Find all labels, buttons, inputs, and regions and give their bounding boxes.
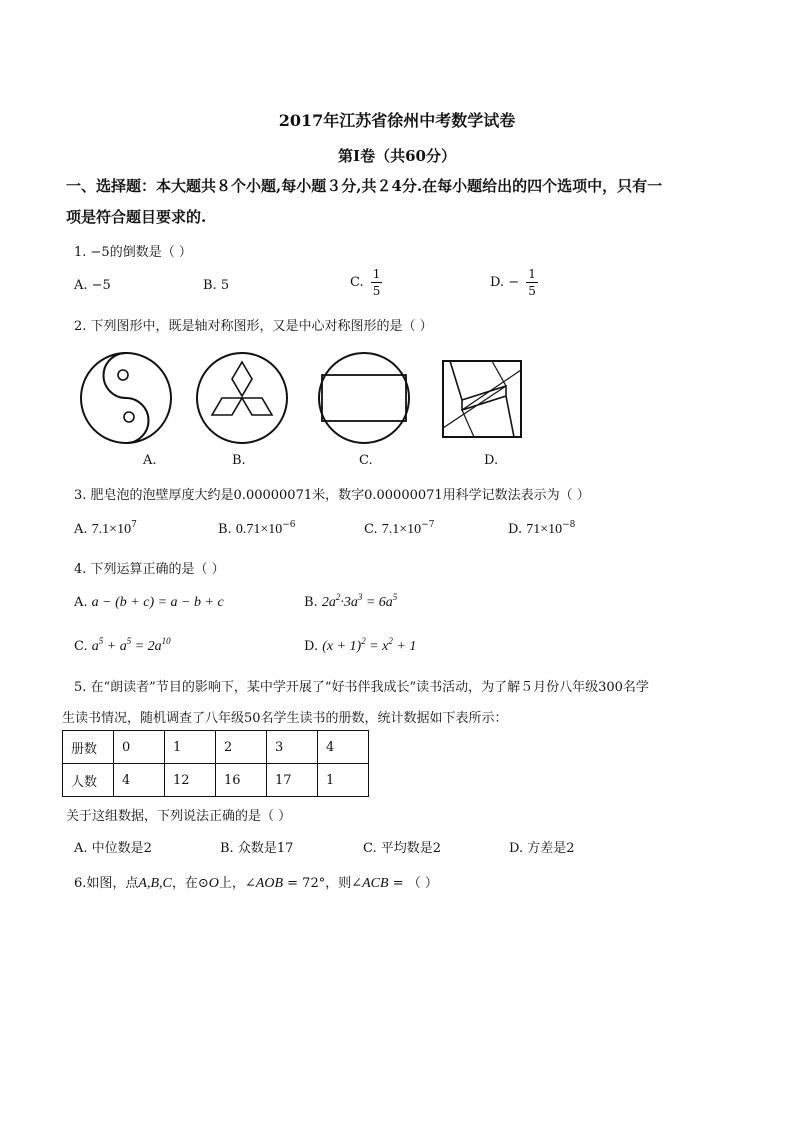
q2-label-c: C.: [359, 453, 373, 468]
question-3-stem: 3. 肥皂泡的泡壁厚度大约是0.00000071米，数字0.00000071用科学记数法表示为（ ）: [74, 488, 590, 503]
figure-c-rectangle-in-circle: [316, 350, 412, 446]
exponent: 10: [161, 636, 171, 646]
expr-part: ·3a: [340, 595, 358, 610]
option-label: D.: [508, 522, 523, 537]
expr-part: 2a: [321, 595, 336, 610]
option-label: A.: [74, 595, 88, 610]
option-exponent: −7: [421, 520, 435, 530]
table-cell: 4: [114, 764, 165, 797]
q5-option-d: D. 方差是2: [509, 841, 575, 856]
q3-option-a: [74, 522, 137, 538]
option-base: 0.71×10: [235, 522, 283, 537]
option-expression: a − (b + c) = a − b + c: [91, 595, 224, 610]
table-cell: 册数: [63, 731, 114, 764]
figure-b-three-rhombi: [194, 350, 290, 446]
book-count-table: [62, 730, 369, 797]
section-heading-line2: 项是符合题目要求的.: [66, 208, 207, 226]
exponent: 5: [98, 636, 104, 646]
section-heading-line1: 一、选择题：本大题共８个小题,每小题３分,共２4分.在每小题给出的四个选项中，只有一: [66, 177, 663, 195]
question-1-stem: 1. −5的倒数是（ ）: [74, 245, 192, 260]
exam-title: 2017年江苏省徐州中考数学试卷: [278, 111, 516, 130]
q5-option-a: A. 中位数是2: [74, 841, 152, 856]
q2-label-a: A.: [143, 453, 157, 468]
table-cell: 1: [165, 731, 216, 764]
table-cell: 17: [267, 764, 318, 797]
exponent: 5: [126, 636, 132, 646]
q1-option-c: [350, 266, 382, 299]
expr-part: + 1: [392, 639, 417, 654]
stem-part: = 72°，则∠: [283, 876, 363, 891]
option-label: C.: [74, 639, 88, 654]
stem-math: AOB: [255, 876, 284, 891]
q1-option-b: B. 5: [203, 278, 230, 293]
q4-option-c: [74, 636, 171, 655]
stem-part: 6.如图，点: [74, 876, 139, 891]
q3-option-c: [364, 522, 434, 538]
table-cell: 12: [165, 764, 216, 797]
table-cell: 人数: [63, 764, 114, 797]
fraction-denominator: 5: [372, 284, 381, 298]
stem-part: 上，∠: [218, 876, 256, 891]
question-6-stem: [74, 872, 438, 892]
q1-option-d-label: D. −: [490, 275, 520, 290]
option-label: C.: [364, 522, 378, 537]
q1-option-c-label: C.: [350, 275, 364, 290]
q4-option-b: [304, 592, 398, 611]
question-5-stem-line2: 生读书情况，随机调查了八年级50名学生读书的册数，统计数据如下表所示：: [62, 711, 508, 726]
stem-math: ACB: [362, 876, 389, 891]
figure-a-yin-yang: [78, 350, 174, 446]
option-label: B.: [304, 595, 318, 610]
stem-part: = （ ）: [388, 876, 438, 891]
q2-label-b: B.: [232, 453, 246, 468]
option-base: 7.1×10: [91, 522, 132, 537]
option-base: 71×10: [526, 522, 563, 537]
q3-option-d: [508, 522, 575, 538]
exponent: 2: [388, 636, 393, 646]
table-cell: 0: [114, 731, 165, 764]
expr-part: + a: [103, 639, 127, 654]
table-cell: 2: [216, 731, 267, 764]
question-4-stem: 4. 下列运算正确的是（ ）: [74, 562, 225, 577]
exponent: 3: [357, 592, 363, 602]
q4-option-d: [304, 636, 417, 655]
expr-part: (x + 1): [322, 639, 362, 654]
figure-d-pinwheel-square: [440, 358, 524, 442]
table-row: [63, 764, 369, 797]
table-row: [63, 731, 369, 764]
option-label: B.: [218, 522, 232, 537]
stem-math: A,B,C: [138, 876, 172, 891]
option-label: D.: [304, 639, 319, 654]
expr-part: = x: [365, 639, 389, 654]
q1-option-c-fraction: [371, 266, 383, 299]
exponent: 2: [335, 592, 341, 602]
option-base: 7.1×10: [381, 522, 422, 537]
fraction-numerator: 1: [528, 267, 536, 281]
exponent: 2: [361, 636, 366, 646]
option-exponent: −6: [282, 520, 296, 530]
stem-math: O: [208, 876, 219, 891]
question-5-stem-line1: 5. 在“朗读者”节目的影响下，某中学开展了“好书伴我成长”读书活动，为了解５月份八年级300名学: [74, 680, 649, 695]
option-exponent: −8: [562, 520, 576, 530]
q2-label-d: D.: [484, 453, 499, 468]
expr-part: = 6a: [362, 595, 393, 610]
exponent: 5: [392, 592, 398, 602]
q4-option-a: [74, 595, 224, 611]
table-cell: 1: [318, 764, 369, 797]
option-label: A.: [74, 522, 88, 537]
q5-option-b: B. 众数是17: [220, 841, 294, 856]
q5-option-c: C. 平均数是2: [363, 841, 442, 856]
fraction-denominator: 5: [528, 284, 536, 298]
expr-part: = 2a: [131, 639, 162, 654]
stem-part: ，在⊙: [171, 876, 209, 891]
table-cell: 16: [216, 764, 267, 797]
fraction-numerator: 1: [372, 267, 381, 281]
expr-part: a: [91, 639, 99, 654]
table-cell: 3: [267, 731, 318, 764]
q1-option-a: A. −5: [74, 278, 111, 293]
exam-subtitle: 第Ⅰ卷（共60分）: [338, 147, 456, 165]
q1-option-d: [490, 266, 538, 299]
question-5-prompt: 关于这组数据，下列说法正确的是（ ）: [66, 809, 292, 824]
question-2-stem: 2. 下列图形中，既是轴对称图形，又是中心对称图形的是（ ）: [74, 319, 433, 334]
q1-option-d-fraction: [526, 266, 538, 299]
table-cell: 4: [318, 731, 369, 764]
option-exponent: 7: [131, 520, 137, 530]
q3-option-b: [218, 522, 296, 538]
